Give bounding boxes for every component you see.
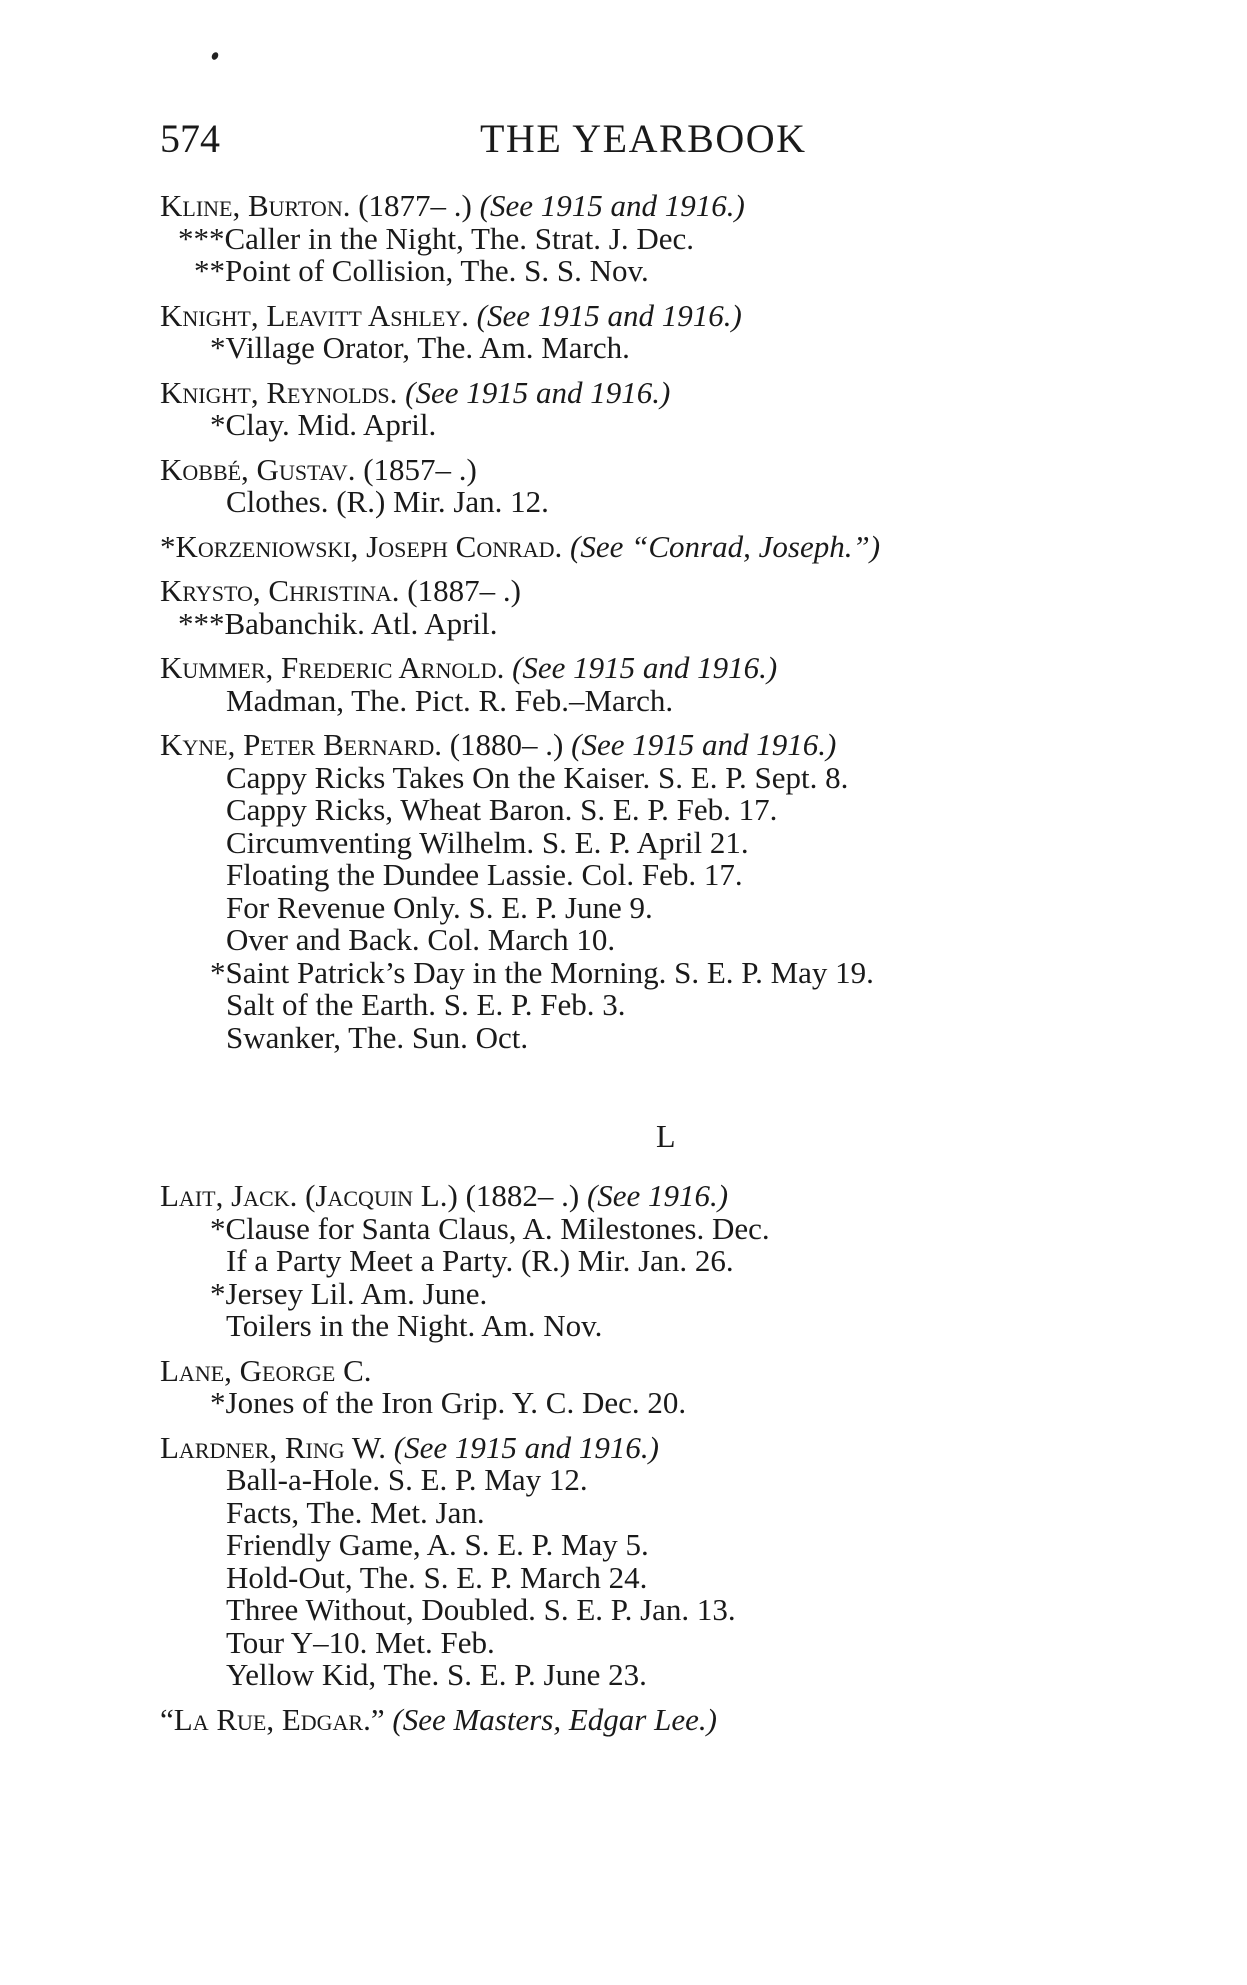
distinction-mark: * bbox=[210, 1210, 226, 1246]
author-name: Lardner, Ring W. bbox=[160, 1429, 387, 1465]
story-line bbox=[160, 889, 1120, 925]
story-text: If a Party Meet a Party. (R.) Mir. Jan. 26. bbox=[226, 1243, 734, 1278]
author-line bbox=[160, 297, 1120, 333]
author-entry bbox=[160, 528, 1120, 564]
story-text: Point of Collision, The. S. S. Nov. bbox=[225, 253, 649, 288]
author-line bbox=[160, 1429, 1120, 1465]
author-entry bbox=[160, 1701, 1120, 1737]
see-reference: (See 1915 and 1916.) bbox=[476, 297, 742, 333]
story-text: Village Orator, The. Am. March. bbox=[225, 330, 630, 365]
story-line bbox=[160, 1275, 1120, 1311]
distinction-mark: ** bbox=[194, 253, 225, 288]
author-dates: (1880– .) bbox=[449, 727, 564, 762]
story-text: Cappy Ricks Takes On the Kaiser. S. E. P. Sept. 8. bbox=[226, 759, 849, 795]
story-line bbox=[160, 794, 1120, 827]
story-line bbox=[160, 255, 1120, 288]
story-line bbox=[160, 1659, 1120, 1692]
running-title: THE YEARBOOK bbox=[480, 116, 807, 161]
story-line bbox=[160, 1494, 1120, 1530]
author-name: *Korzeniowski, Joseph Conrad. bbox=[160, 528, 563, 564]
story-line bbox=[160, 1019, 1120, 1055]
author-entry bbox=[160, 1429, 1120, 1692]
author-line bbox=[160, 190, 1120, 223]
entries-l bbox=[160, 1180, 1120, 1748]
page-number: 574 bbox=[160, 116, 220, 161]
story-text: Swanker, The. Sun. Oct. bbox=[226, 1019, 529, 1055]
story-line bbox=[160, 1529, 1120, 1562]
author-name: Kyne, Peter Bernard. bbox=[160, 727, 442, 762]
story-line bbox=[160, 1387, 1120, 1420]
story-line bbox=[160, 824, 1120, 860]
author-entry bbox=[160, 652, 1120, 717]
story-text: Caller in the Night, The. Strat. J. Dec. bbox=[224, 220, 694, 256]
story-line bbox=[160, 409, 1120, 442]
story-line bbox=[160, 220, 1120, 256]
author-entry bbox=[160, 451, 1120, 519]
story-line bbox=[160, 1594, 1120, 1627]
story-line bbox=[160, 1210, 1120, 1246]
story-text: Over and Back. Col. March 10. bbox=[226, 922, 616, 957]
author-entry bbox=[160, 575, 1120, 640]
story-line bbox=[160, 1310, 1120, 1343]
author-name: Knight, Leavitt Ashley. bbox=[160, 297, 469, 333]
author-dates: (1882– .) bbox=[465, 1178, 580, 1213]
author-name: Kline, Burton. bbox=[160, 188, 351, 223]
see-reference: (See 1915 and 1916.) bbox=[405, 374, 671, 410]
story-text: Facts, The. Met. Jan. bbox=[226, 1494, 485, 1530]
distinction-mark: * bbox=[210, 330, 226, 365]
see-reference: (See Masters, Edgar Lee.) bbox=[392, 1701, 717, 1737]
see-reference: (See 1915 and 1916.) bbox=[393, 1429, 659, 1465]
story-text: Hold-Out, The. S. E. P. March 24. bbox=[226, 1559, 648, 1595]
author-line bbox=[160, 652, 1120, 685]
story-text: Floating the Dundee Lassie. Col. Feb. 17. bbox=[226, 857, 743, 892]
author-name: Krysto, Christina. bbox=[160, 573, 400, 608]
author-name: Lane, George C. bbox=[160, 1352, 372, 1388]
author-line bbox=[160, 1701, 1120, 1737]
story-text: Babanchik. Atl. April. bbox=[224, 605, 498, 641]
story-text: Yellow Kid, The. S. E. P. June 23. bbox=[226, 1657, 647, 1692]
page-header bbox=[160, 115, 1060, 175]
author-dates: (1887– .) bbox=[407, 573, 521, 608]
story-line bbox=[160, 1464, 1120, 1497]
story-text: Friendly Game, A. S. E. P. May 5. bbox=[226, 1527, 649, 1562]
author-line bbox=[160, 528, 1120, 564]
distinction-mark: * bbox=[210, 407, 226, 442]
distinction-mark: * bbox=[210, 1275, 226, 1311]
story-line bbox=[160, 332, 1120, 365]
story-line bbox=[160, 605, 1120, 641]
author-name: Kummer, Frederic Arnold. bbox=[160, 650, 505, 685]
story-line bbox=[160, 859, 1120, 892]
author-line bbox=[160, 729, 1120, 762]
story-text: Salt of the Earth. S. E. P. Feb. 3. bbox=[226, 987, 626, 1022]
author-entry bbox=[160, 297, 1120, 365]
author-entry bbox=[160, 1180, 1120, 1343]
distinction-mark: * bbox=[210, 1385, 226, 1420]
author-name: “La Rue, Edgar.” bbox=[160, 1701, 385, 1737]
author-line bbox=[160, 451, 1120, 487]
see-reference: (See 1915 and 1916.) bbox=[479, 188, 745, 223]
story-text: Circumventing Wilhelm. S. E. P. April 21. bbox=[226, 824, 749, 860]
author-line bbox=[160, 1352, 1120, 1388]
story-line bbox=[160, 682, 1120, 718]
see-reference: (See “Conrad, Joseph.”) bbox=[570, 528, 881, 564]
story-line bbox=[160, 989, 1120, 1022]
distinction-mark: * bbox=[210, 954, 226, 990]
story-line bbox=[160, 924, 1120, 957]
story-text: Tour Y–10. Met. Feb. bbox=[226, 1624, 495, 1660]
author-line bbox=[160, 374, 1120, 410]
story-text: Three Without, Doubled. S. E. P. Jan. 13. bbox=[226, 1592, 736, 1627]
author-name: Kobbé, Gustav. bbox=[160, 451, 356, 487]
ink-mark bbox=[210, 51, 219, 61]
story-text: Jersey Lil. Am. June. bbox=[225, 1275, 488, 1311]
author-name: Lait, Jack. (Jacquin L.) bbox=[160, 1178, 458, 1213]
entries-k bbox=[160, 190, 1120, 1066]
story-text: Jones of the Iron Grip. Y. C. Dec. 20. bbox=[225, 1385, 687, 1420]
section-letter: L bbox=[656, 1118, 676, 1154]
author-line bbox=[160, 575, 1120, 608]
story-line bbox=[160, 759, 1120, 795]
story-line bbox=[160, 1624, 1120, 1660]
author-entry bbox=[160, 374, 1120, 442]
story-text: Clothes. (R.) Mir. Jan. 12. bbox=[226, 484, 549, 519]
story-line bbox=[160, 1559, 1120, 1595]
author-entry bbox=[160, 729, 1120, 1054]
story-text: Clay. Mid. April. bbox=[225, 407, 437, 442]
author-name: Knight, Reynolds. bbox=[160, 374, 398, 410]
author-entry bbox=[160, 190, 1120, 288]
story-line bbox=[160, 954, 1120, 990]
see-reference: (See 1915 and 1916.) bbox=[571, 727, 837, 762]
story-text: Madman, The. Pict. R. Feb.–March. bbox=[226, 682, 674, 718]
story-text: Clause for Santa Claus, A. Milestones. Dec. bbox=[225, 1210, 770, 1246]
story-line bbox=[160, 486, 1120, 519]
author-line bbox=[160, 1180, 1120, 1213]
author-entry bbox=[160, 1352, 1120, 1420]
story-text: Toilers in the Night. Am. Nov. bbox=[226, 1308, 603, 1343]
author-dates: (1857– .) bbox=[363, 451, 477, 487]
see-reference: (See 1915 and 1916.) bbox=[512, 650, 778, 685]
story-text: Cappy Ricks, Wheat Baron. S. E. P. Feb. 17. bbox=[226, 792, 778, 827]
see-reference: (See 1916.) bbox=[586, 1178, 729, 1213]
story-text: For Revenue Only. S. E. P. June 9. bbox=[226, 889, 653, 925]
distinction-mark: *** bbox=[178, 220, 225, 256]
distinction-mark: *** bbox=[178, 605, 225, 641]
story-text: Saint Patrick’s Day in the Morning. S. E. P. May 19. bbox=[225, 954, 874, 990]
author-dates: (1877– .) bbox=[358, 188, 472, 223]
story-line bbox=[160, 1245, 1120, 1278]
story-text: Ball-a-Hole. S. E. P. May 12. bbox=[226, 1462, 588, 1497]
